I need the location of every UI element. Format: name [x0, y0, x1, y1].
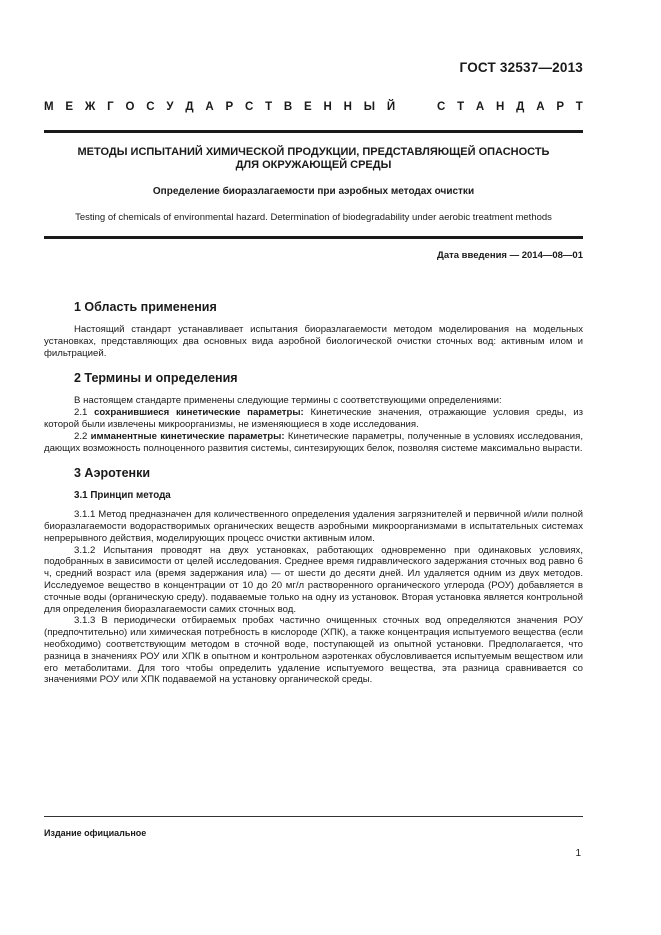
- banner-letter: Е: [304, 101, 312, 113]
- banner-letter: А: [205, 101, 214, 113]
- intro-date: Дата введения — 2014—08—01: [437, 250, 583, 261]
- banner-letter: В: [283, 101, 293, 113]
- footer-rule: [44, 816, 583, 817]
- banner-letter: Т: [457, 101, 465, 113]
- banner-letter: Т: [265, 101, 273, 113]
- subsection-heading-3-1: 3.1 Принцип метода: [74, 490, 171, 502]
- banner-letter: Р: [225, 101, 234, 113]
- banner-letter: А: [536, 101, 545, 113]
- english-title: Testing of chemicals of environmental hazard. Determination of biodegradability under aerobic treatment methods: [75, 212, 552, 223]
- term-2-1: [44, 407, 583, 431]
- banner-letter: Ы: [363, 101, 376, 113]
- term-2-2: [44, 431, 583, 455]
- header-rule: [44, 130, 583, 133]
- banner-letter: Н: [496, 101, 505, 113]
- banner-letter: А: [475, 101, 485, 113]
- banner-letter: С: [146, 101, 155, 113]
- paragraph: Настоящий стандарт устанавливает испытания биоразлагаемости методом моделирования на модельных установках, представляющих два основных вида аэробной биологической очистки сточных вод: активным илом и фильтрацией.: [44, 324, 583, 359]
- term-number: 2.1: [74, 407, 95, 419]
- paragraph-3-1-1: 3.1.1 Метод предназначен для количественного определения удаления загрязнителей и первичной и/или полной биоразлагаемости водорастворимых органических веществ аэробными микроорганизмами в испытательных системах непрерывного действия, моделирующих процесс очистки активным илом.: [44, 509, 583, 544]
- banner-letter: [407, 101, 410, 113]
- banner-letter: У: [166, 101, 174, 113]
- term-name: имманентные кинетические параметры:: [90, 430, 285, 442]
- banner-letter: Д: [185, 101, 194, 113]
- title-line-2: ДЛЯ ОКРУЖАЮЩЕЙ СРЕДЫ: [235, 159, 392, 171]
- banner-letter: Й: [386, 101, 396, 113]
- section-heading-3: 3 Аэротенки: [74, 466, 151, 481]
- term-name: сохранившиеся кинетические параметры:: [94, 407, 304, 419]
- banner-letter: С: [244, 101, 254, 113]
- paragraph-3-1-3: 3.1.3 В периодически отбираемых пробах частично очищенных сточных вод определяются значения РОУ (предпочтительно) или химическая потребность в кислороде (ХПК), а также концентрация испытуемого вещества (если необходимо) соответствующим методом в сточной воде, поступающей из опытной установки. Предполагается, что разница в значениях РОУ или ХПК в опытном и контрольном аэротенках обусловливается испытуемым веществом или его метаболитами. Для того чтобы определить удаление испытуемого вещества, эта разница сравнивается со значениями РОУ или ХПК подаваемой на установку органической среды.: [44, 615, 583, 686]
- banner-letter: Т: [575, 101, 583, 113]
- title-line-1: МЕТОДЫ ИСПЫТАНИЙ ХИМИЧЕСКОЙ ПРОДУКЦИИ, ПРЕДСТАВЛЯЮЩЕЙ ОПАСНОСТЬ: [77, 146, 550, 158]
- banner-letter: Е: [65, 101, 74, 113]
- banner-letter: Д: [516, 101, 525, 113]
- term-definition: Кинетические параметры, полученные в условиях исследования, дающих возможность полноценного развития системы, синтезирующих белок, позволяя системе максимально вырасти.: [44, 430, 583, 454]
- document-body: [44, 300, 583, 686]
- document-subtitle: Определение биоразлагаемости при аэробных методах очистки: [152, 186, 475, 197]
- paragraph: В настоящем стандарте применены следующие термины с соответствующими определениями:: [74, 395, 502, 407]
- banner-letter: Н: [343, 101, 352, 113]
- page-number: 1: [575, 848, 581, 859]
- section-heading-2: 2 Термины и определения: [74, 371, 238, 386]
- banner-letter: Р: [556, 101, 564, 113]
- document-title: [44, 146, 583, 172]
- banner-letter: М: [44, 101, 54, 113]
- banner-letter: Н: [323, 101, 332, 113]
- section-heading-1: 1 Область применения: [74, 300, 217, 314]
- banner-letter: Г: [107, 101, 114, 113]
- edition-note: Издание официальное: [44, 828, 147, 838]
- term-definition: Кинетические значения, отражающие условия среды, из которой были извлечены микроорганизмы, не изменяющиеся в ходе исследования.: [44, 407, 583, 430]
- paragraph-3-1-2: 3.1.2 Испытания проводят на двух установках, работающих одновременно при одинаковых условиях, подобранных в зависимости от целей исследования. Среднее время гидравлического задержания сточных вод равно 6 ч, средний возраст ила (время задержания ила) — от шести до десяти дней. Ил удаляется одним из двух методов. Исследуемое вещество в концентрации от 10 до 20 мг/л растворенного органического углерода (РОУ) добавляется в сточные воды (органическую среду). подаваемые только на одну из установок. Вторая установка является контрольной для определения биоразлагаемости самих сточных вод.: [44, 544, 583, 615]
- banner-letter: Ж: [84, 101, 96, 113]
- banner-letter: С: [436, 101, 446, 113]
- gost-number: ГОСТ 32537—2013: [459, 60, 583, 75]
- standard-banner: [44, 101, 583, 113]
- title-rule: [44, 236, 583, 239]
- term-number: 2.2: [74, 430, 91, 442]
- banner-letter: [422, 101, 425, 113]
- banner-letter: О: [125, 101, 135, 113]
